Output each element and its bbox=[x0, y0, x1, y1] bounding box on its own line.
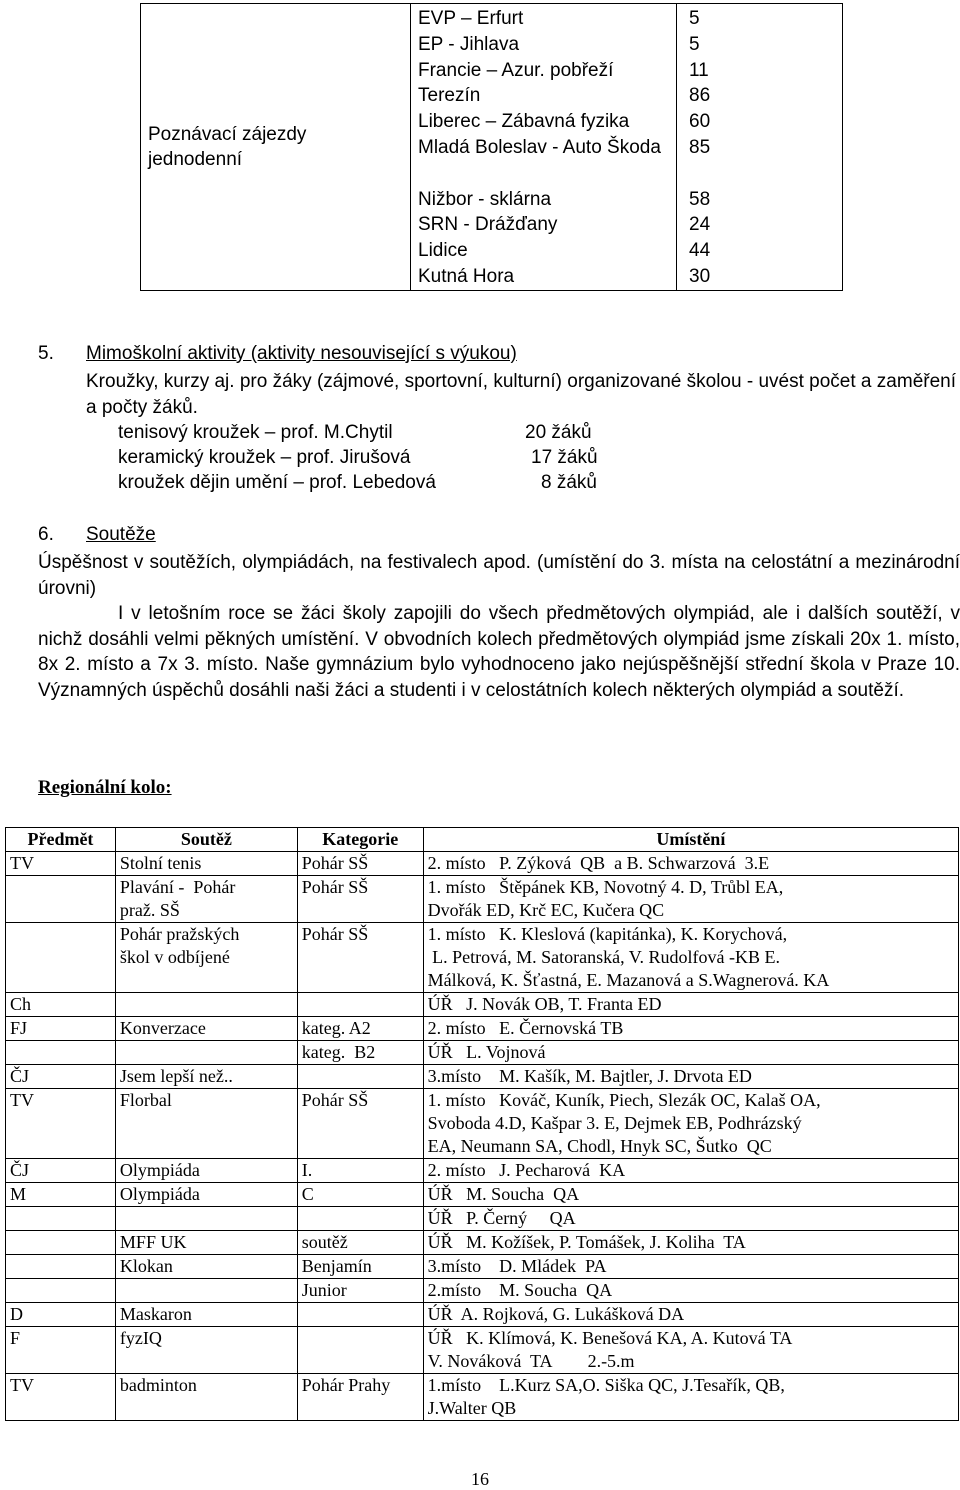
cell-placement: 1. místo Kováč, Kuník, Piech, Slezák OC, Kalaš OA, Svoboda 4.D, Kašpar 3. E, Dejmek EB, Podhrázský EA, Neumann SA, Chodl, Hnyk SC, Šutko QC bbox=[423, 1089, 958, 1159]
table-row bbox=[6, 1183, 959, 1207]
cell-category: C bbox=[297, 1183, 423, 1207]
cell-placement: ÚŘ P. Černý QA bbox=[423, 1207, 958, 1231]
club-count: 8 žáků bbox=[541, 472, 597, 493]
table-row bbox=[6, 1207, 959, 1231]
cell-placement: 2. místo E. Černovská TB bbox=[423, 1017, 958, 1041]
cell-subject: TV bbox=[6, 852, 116, 876]
trip-count: 24 bbox=[689, 214, 711, 236]
table-row bbox=[6, 1279, 959, 1303]
trip-count: 85 bbox=[689, 136, 711, 158]
trips-counts-cell bbox=[677, 4, 843, 291]
cell-category: Pohár SŠ bbox=[297, 852, 423, 876]
cell-subject bbox=[6, 1231, 116, 1255]
cell-competition bbox=[115, 1041, 297, 1065]
trip-name: Liberec – Zábavná fyzika bbox=[418, 111, 630, 133]
cell-placement: ÚŘ K. Klímová, K. Benešová KA, A. Kutová TA V. Nováková TA 2.-5.m bbox=[423, 1327, 958, 1374]
cell-placement: ÚŘ A. Rojková, G. Lukášková DA bbox=[423, 1303, 958, 1327]
cell-competition: Plavání - Pohár praž. SŠ bbox=[115, 876, 297, 923]
trip-count: 86 bbox=[689, 85, 711, 107]
cell-category bbox=[297, 1303, 423, 1327]
table-row bbox=[6, 1017, 959, 1041]
results-body bbox=[6, 852, 959, 1421]
cell-competition: badminton bbox=[115, 1374, 297, 1421]
cell-placement: 3.místo M. Kašík, M. Bajtler, J. Drvota ED bbox=[423, 1065, 958, 1089]
cell-subject: ČJ bbox=[6, 1065, 116, 1089]
cell-competition: Maskaron bbox=[115, 1303, 297, 1327]
trips-category-cell bbox=[141, 4, 411, 291]
cell-subject: Ch bbox=[6, 993, 116, 1017]
trip-count: 5 bbox=[689, 8, 700, 29]
club-count: 20 žáků bbox=[525, 422, 592, 443]
cell-category: Pohár SŠ bbox=[297, 923, 423, 993]
cell-placement: ÚŘ L. Vojnová bbox=[423, 1041, 958, 1065]
trip-name: Kutná Hora bbox=[418, 265, 515, 287]
cell-category: Pohár SŠ bbox=[297, 876, 423, 923]
table-row bbox=[6, 1255, 959, 1279]
cell-competition bbox=[115, 993, 297, 1017]
trip-name: Mladá Boleslav - Auto Škoda bbox=[418, 136, 661, 158]
cell-subject bbox=[6, 1207, 116, 1231]
table-row bbox=[6, 1327, 959, 1374]
cell-placement: ÚŘ M. Kožíšek, P. Tomášek, J. Koliha TA bbox=[423, 1231, 958, 1255]
trip-name: Francie – Azur. pobřeží bbox=[418, 59, 614, 81]
trip-count: 5 bbox=[689, 33, 700, 55]
page-number: 16 bbox=[471, 1469, 489, 1489]
trips-table bbox=[140, 3, 843, 291]
trips-row bbox=[141, 4, 843, 291]
cell-subject bbox=[6, 1255, 116, 1279]
cell-subject bbox=[6, 1279, 116, 1303]
header-placement: Umístění bbox=[423, 828, 958, 852]
table-row bbox=[6, 852, 959, 876]
table-row bbox=[6, 876, 959, 923]
section6-title: Soutěže bbox=[86, 524, 156, 545]
cell-subject: FJ bbox=[6, 1017, 116, 1041]
cell-competition: Florbal bbox=[115, 1089, 297, 1159]
table-row bbox=[6, 1231, 959, 1255]
table-row bbox=[6, 1089, 959, 1159]
results-header-row bbox=[6, 828, 959, 852]
trip-count: 60 bbox=[689, 111, 711, 133]
cell-competition: Stolní tenis bbox=[115, 852, 297, 876]
table-row bbox=[6, 1041, 959, 1065]
trip-count: 58 bbox=[689, 188, 711, 210]
cell-placement: 2. místo J. Pecharová KA bbox=[423, 1159, 958, 1183]
trip-name: Nižbor - sklárna bbox=[418, 188, 552, 210]
header-subject: Předmět bbox=[6, 828, 116, 852]
cell-placement: 3.místo D. Mládek PA bbox=[423, 1255, 958, 1279]
cell-subject: ČJ bbox=[6, 1159, 116, 1183]
trip-name: SRN - Drážďany bbox=[418, 214, 558, 236]
cell-competition: fyzIQ bbox=[115, 1327, 297, 1374]
cell-category: Benjamín bbox=[297, 1255, 423, 1279]
cell-placement: 2. místo P. Zýková QB a B. Schwarzová 3.E bbox=[423, 852, 958, 876]
cell-category: kateg. B2 bbox=[297, 1041, 423, 1065]
table-row bbox=[6, 993, 959, 1017]
club-name: tenisový kroužek – prof. M.Chytil bbox=[118, 422, 393, 443]
trip-name: EP - Jihlava bbox=[418, 33, 520, 55]
cell-subject: F bbox=[6, 1327, 116, 1374]
results-table bbox=[5, 827, 959, 1421]
trip-count: 30 bbox=[689, 265, 711, 287]
club-name: keramický kroužek – prof. Jirušová bbox=[118, 447, 411, 468]
cell-subject: TV bbox=[6, 1089, 116, 1159]
cell-category bbox=[297, 1207, 423, 1231]
section6-text2: I v letošním roce se žáci školy zapojili do všech předmětových olympiád, ale i dalších soutěží, v nichž dosáhli velmi pěkných umístění. V obvodních kolech předmětových olympiád jsme získali 20x 1. místo, 8x 2. místo a 7x 3. místo. Naše gymnázium bylo vyhodnoceno jako nejúspěšnější střední škola v Praze 10. Významných úspěchů dosáhli naši žáci a studenti i v celostátních kolech některých olympiád a soutěží. bbox=[38, 603, 960, 701]
trip-name: Terezín bbox=[418, 85, 481, 107]
cell-competition: Olympiáda bbox=[115, 1183, 297, 1207]
cell-competition: MFF UK bbox=[115, 1231, 297, 1255]
cell-placement: 1. místo K. Kleslová (kapitánka), K. Korychová, L. Petrová, M. Satoranská, V. Rudolfová -KB E. Málková, K. Šťastná, E. Mazanová a S.Wagnerová. KA bbox=[423, 923, 958, 993]
cell-competition bbox=[115, 1279, 297, 1303]
table-row bbox=[6, 1374, 959, 1421]
cell-competition: Olympiáda bbox=[115, 1159, 297, 1183]
cell-subject bbox=[6, 876, 116, 923]
cell-category bbox=[297, 1327, 423, 1374]
section5-title: Mimoškolní aktivity (aktivity nesouvisející s výukou) bbox=[86, 343, 517, 364]
cell-category: soutěž bbox=[297, 1231, 423, 1255]
table-row bbox=[6, 1303, 959, 1327]
cell-placement: 2.místo M. Soucha QA bbox=[423, 1279, 958, 1303]
header-category: Kategorie bbox=[297, 828, 423, 852]
cell-category: Pohár Prahy bbox=[297, 1374, 423, 1421]
cell-category: I. bbox=[297, 1159, 423, 1183]
trips-category-line: jednodenní bbox=[148, 148, 243, 170]
trips-names-cell bbox=[411, 4, 677, 291]
section5-number: 5. bbox=[38, 343, 54, 364]
cell-category bbox=[297, 1065, 423, 1089]
cell-subject: D bbox=[6, 1303, 116, 1327]
club-name: kroužek dějin umění – prof. Lebedová bbox=[118, 472, 436, 493]
cell-competition: Pohár pražských škol v odbíjené bbox=[115, 923, 297, 993]
section6-number: 6. bbox=[38, 524, 54, 545]
cell-placement: ÚŘ M. Soucha QA bbox=[423, 1183, 958, 1207]
cell-category bbox=[297, 993, 423, 1017]
trip-count: 11 bbox=[689, 59, 709, 81]
trip-name: EVP – Erfurt bbox=[418, 8, 524, 29]
cell-placement: ÚŘ J. Novák OB, T. Franta ED bbox=[423, 993, 958, 1017]
regional-title: Regionální kolo: bbox=[38, 777, 172, 798]
trip-name: Lidice bbox=[418, 240, 468, 262]
section5-text: Kroužky, kurzy aj. pro žáky (zájmové, sportovní, kulturní) organizované školou - uvést počet a zaměření a počty žáků. bbox=[86, 371, 956, 418]
header-competition: Soutěž bbox=[115, 828, 297, 852]
table-row bbox=[6, 1065, 959, 1089]
cell-placement: 1. místo Štěpánek KB, Novotný 4. D, Trůbl EA, Dvořák ED, Krč EC, Kučera QC bbox=[423, 876, 958, 923]
cell-subject: M bbox=[6, 1183, 116, 1207]
cell-placement: 1.místo L.Kurz SA,O. Siška QC, J.Tesařík, QB, J.Walter QB bbox=[423, 1374, 958, 1421]
trips-category-line: Poznávací zájezdy bbox=[148, 123, 307, 145]
cell-category: Pohár SŠ bbox=[297, 1089, 423, 1159]
cell-subject bbox=[6, 1041, 116, 1065]
cell-competition: Konverzace bbox=[115, 1017, 297, 1041]
cell-subject: TV bbox=[6, 1374, 116, 1421]
cell-subject bbox=[6, 923, 116, 993]
cell-competition bbox=[115, 1207, 297, 1231]
table-row bbox=[6, 1159, 959, 1183]
cell-category: Junior bbox=[297, 1279, 423, 1303]
cell-category: kateg. A2 bbox=[297, 1017, 423, 1041]
section6-text1: Úspěšnost v soutěžích, olympiádách, na festivalech apod. (umístění do 3. místa na celostátní a mezinárodní úrovni) bbox=[38, 552, 960, 599]
trip-count: 44 bbox=[689, 240, 711, 262]
cell-competition: Klokan bbox=[115, 1255, 297, 1279]
table-row bbox=[6, 923, 959, 993]
cell-competition: Jsem lepší než.. bbox=[115, 1065, 297, 1089]
club-count: 17 žáků bbox=[531, 447, 598, 468]
